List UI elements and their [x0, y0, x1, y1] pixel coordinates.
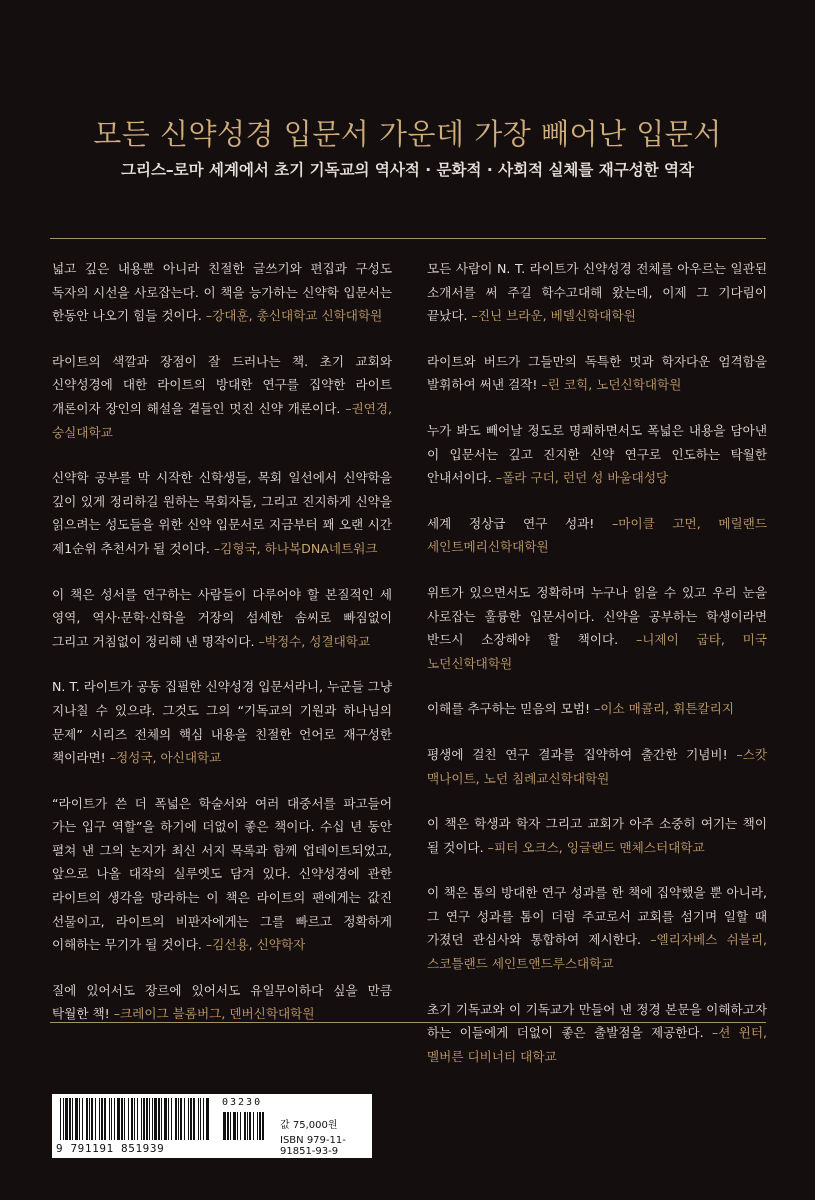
headline: 모든 신약성경 입문서 가운데 가장 빼어난 입문서 [93, 117, 722, 151]
price-label: 값 75,000원 [280, 1120, 338, 1131]
quote-text: 초기 기독교와 이 기독교가 만들어 낸 정경 본문을 이해하고자 하는 이들에게 더없이 좋은 출발점을 제공한다. [427, 1001, 767, 1041]
endorsement-quote [427, 512, 767, 559]
quote-text: N. T. 라이트가 공동 집필한 신약성경 입문서라니, 누군들 그냥 지나칠 수 있으랴. 그것도 그의 “기독교의 기원과 하나님의 문제” 시리즈 전체의 핵심 내용을 친절한 언어로 재구성한 책이라면! [52, 679, 392, 766]
endorsement-quote [427, 581, 767, 675]
quote-attribution: –정성국, 아신대학교 [105, 750, 222, 766]
endorsement-quote [52, 466, 392, 560]
left-endorsement-column [52, 257, 392, 1048]
quote-text: 이 책은 성서를 연구하는 사람들이 다루어야 할 본질적인 세 영역, 역사·문학·신학을 거장의 섬세한 솜씨로 빠짐없이 그리고 거침없이 정리해 낸 명작이다. [52, 586, 392, 649]
endorsement-quote [52, 675, 392, 769]
quote-attribution: –김선용, 신약학자 [201, 937, 306, 953]
top-divider [50, 238, 766, 239]
barcode-addon: 03230 [222, 1097, 263, 1108]
isbn-number: ISBN 979-11-91851-93-9 [280, 1135, 346, 1157]
endorsement-quote [427, 998, 767, 1069]
endorsement-quote [427, 881, 767, 975]
quote-text: 누가 봐도 빼어날 정도로 명쾌하면서도 폭넓은 내용을 담아낸 이 입문서는 깊고 진지한 신약 연구로 인도하는 탁월한 안내서이다. [427, 422, 767, 486]
endorsement-quote [52, 583, 392, 654]
quote-attribution: –션 윈터, 멜버른 디비너티 대학교 [427, 1025, 767, 1064]
isbn-barcode-label [52, 1094, 372, 1158]
quote-attribution: –권연경, 숭실대학교 [52, 400, 392, 440]
quote-text: 신약학 공부를 막 시작한 신학생들, 목회 일선에서 신약학을 깊이 있게 정리하길 원하는 목회자들, 그리고 진지하게 신약을 읽으려는 성도들을 위한 신약 입문서로 지금부터 꽤 오랜 시간 제1순위 추천서가 될 것이다. [52, 470, 392, 556]
quote-text: 이해를 추구하는 믿음의 모범! [427, 701, 591, 717]
quote-text: “라이트가 쓴 더 폭넓은 학술서와 여러 대중서를 파고들어 가는 입구 역할”을 하기에 더없이 좋은 책이다. 수십 년 동안 펼쳐 낸 그의 논지가 최신 서지 목록과 함께 업데이트되었고, 앞으로 나올 대작의 실루엣도 담겨 있다. 신약성경에 관한 라이트의 생각을 망라하는 이 책은 라이트의 팬에게는 값진 선물이고, 라이트의 비판자에게는 그를 빠르고 정확하게 이해하는 무기가 될 것이다. [52, 795, 392, 953]
quote-text: 질에 있어서도 장르에 있어서도 유일무이하다 싶을 만큼 탁월한 책! [52, 982, 392, 1022]
endorsement-quote [427, 743, 767, 790]
endorsement-quote [427, 812, 767, 859]
endorsement-quote [52, 979, 392, 1026]
quote-attribution: –김형국, 하나복DNA네트워크 [209, 540, 378, 556]
quote-text: 라이트의 색깔과 장점이 잘 드러나는 책. 초기 교회와 신약성경에 대한 라이트의 방대한 연구를 집약한 라이트 개론이자 장인의 해설을 곁들인 멋진 신약 개론이다. [52, 353, 392, 416]
endorsement-quote [427, 419, 767, 490]
endorsement-quote [427, 697, 767, 721]
quote-text: 이 책은 톰의 방대한 연구 성과를 한 책에 집약했을 뿐 아니라, 그 연구 성과를 톰이 더럼 주교로서 교회를 섬기며 일할 때 가졌던 관심사와 통합하여 제시한다. [427, 885, 767, 948]
quote-text: 이 책은 학생과 학자 그리고 교회가 아주 소중히 여기는 책이 될 것이다. [427, 816, 767, 855]
quote-attribution: –린 코힉, 노던신학대학원 [537, 377, 682, 393]
endorsement-quote [427, 350, 767, 397]
quote-text: 모든 사람이 N. T. 라이트가 신약성경 전체를 아우르는 일관된 소개서를 써 주길 학수고대해 왔는데, 이제 그 기다림이 끝났다. [427, 261, 767, 324]
quote-attribution: –피터 오크스, 잉글랜드 맨체스터대학교 [483, 839, 705, 855]
endorsement-quote [52, 792, 392, 957]
bottom-divider [50, 1022, 766, 1023]
quote-text: 평생에 걸친 연구 결과를 집약하여 출간한 기념비! [427, 746, 728, 762]
endorsement-quote [52, 350, 392, 444]
quote-text: 라이트와 버드가 그들만의 독특한 멋과 학자다운 엄격함을 발휘하여 써낸 걸작! [427, 353, 767, 393]
quote-attribution: –이소 매콜리, 휘튼칼리지 [590, 701, 735, 717]
quote-text: 넓고 깊은 내용뿐 아니라 친절한 글쓰기와 편집과 구성도 독자의 시선을 사로잡는다. 이 책을 능가하는 신약학 입문서는 한동안 나오기 힘들 것이다. [52, 261, 392, 324]
barcode-digits: 9 791191 851939 [56, 1142, 165, 1155]
quote-attribution: –박정수, 성결대학교 [254, 633, 371, 649]
subheadline: 그리스–로마 세계에서 초기 기독교의 역사적 · 문화적 · 사회적 실체를 재구성한 역작 [121, 161, 694, 179]
quote-attribution: –진닌 브라운, 베델신학대학원 [467, 308, 636, 324]
quote-attribution: –강대훈, 총신대학교 신학대학원 [201, 308, 383, 324]
quote-attribution: –니제이 굽타, 미국 노던신학대학원 [427, 632, 767, 671]
quote-attribution: –크레이그 블롬버그, 덴버신학대학원 [109, 1006, 315, 1022]
quote-attribution: –마이클 고먼, 메릴랜드 세인트메리신학대학원 [427, 515, 767, 555]
quote-attribution: –스캇 맥나이트, 노던 침례교신학대학원 [427, 746, 767, 786]
quote-attribution: –엘리자베스 쉬블리, 스코틀랜드 세인트앤드루스대학교 [427, 932, 767, 972]
quote-attribution: –폴라 구더, 런던 성 바울대성당 [491, 470, 669, 486]
quote-text: 세계 정상급 연구 성과! [427, 515, 595, 531]
right-endorsement-column [427, 257, 767, 1090]
endorsement-quote [52, 257, 392, 328]
endorsement-quote [427, 257, 767, 328]
quote-text: 위트가 있으면서도 정확하며 누구나 읽을 수 있고 우리 눈을 사로잡는 훌륭한 입문서이다. 신약을 공부하는 학생이라면 반드시 소장해야 할 책이다. [427, 584, 767, 648]
